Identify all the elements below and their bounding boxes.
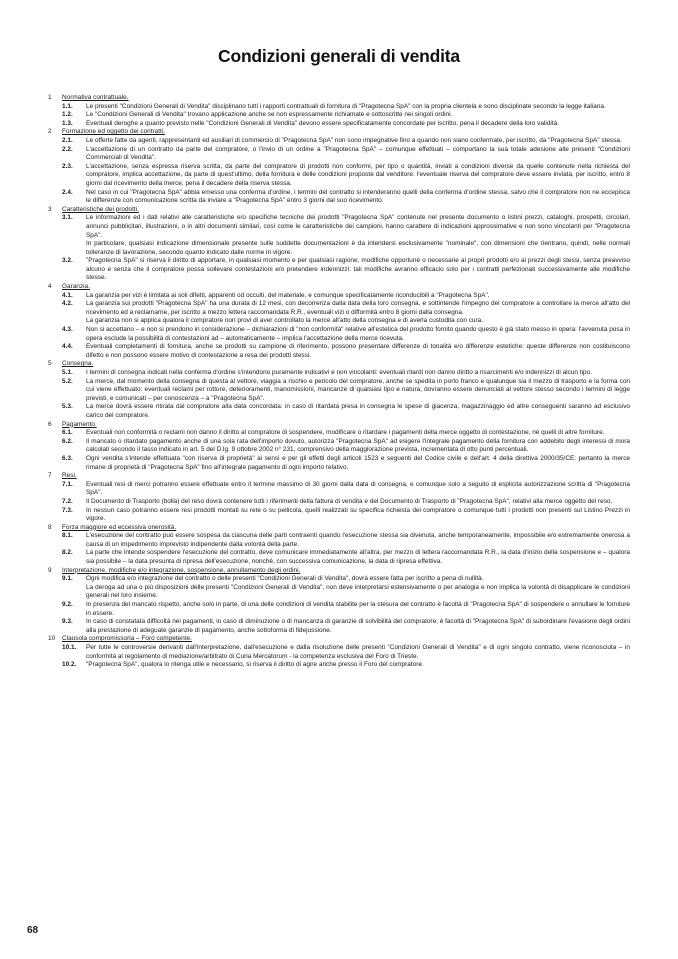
clause-text: "Pragotecna SpA", qualora lo ritenga utile e necessario, si riserva il diritto di agire anche presso il Foro del compratore. <box>86 661 424 669</box>
clause-number: 4.2. <box>62 300 73 308</box>
clause-number: 2.4. <box>62 188 73 196</box>
clause-number: 4.3. <box>62 326 73 334</box>
clause-item <box>48 111 630 120</box>
clause-text: Eventuali completamenti di fornitura, anche se prodotti su campione di riferimento, possono presentare differenze di tonalità e/o differenze estetiche: queste differenze non costituiscono difetto e non possono essere motivo di contestazione a resa dei prodotti stessi. <box>86 343 630 359</box>
section-heading <box>48 206 630 215</box>
clause-text: Le "Condizioni Generali di Vendita" trovano applicazione anche se non espressamente richiamate e sottoscritte nei singoli ordini. <box>86 111 453 119</box>
clause-text: I termini di consegna indicati nella conferma d'ordine s'intendono puramente indicativi e non vincolanti: eventuali ritardi non danno diritto a risarcimenti e/o indennizzi di alcun tipo. <box>86 369 592 376</box>
section-title: Caratteristiche dei prodotti. <box>62 205 139 213</box>
clause-number: 8.1. <box>62 532 73 540</box>
section-number: 9 <box>48 566 52 574</box>
clause-item <box>48 438 630 455</box>
section-title: Consegna. <box>62 360 94 368</box>
clause-item <box>48 644 630 661</box>
section-title: Formazione ed oggetto dei contratti. <box>62 128 166 136</box>
clause-text: Il Documento di Trasporto (bolla) del reso dovrà contenere tutti i riferimenti della fattura di vendita e del Documento di Trasporto di "Pragotecna SpA", relativi alla merce oggetto del reso. <box>86 497 613 505</box>
section-heading <box>48 567 630 576</box>
clause-number: 7.2. <box>62 497 73 505</box>
clause-number: 4.1. <box>62 291 73 299</box>
clause-text: La deroga ad una o più disposizioni delle presenti "Condizioni Generali di Vendita", non deve interpretarsi estensivamente o per analogia e non implica la volontà di disapplicare le condizioni generali nel loro insieme. <box>86 583 630 600</box>
clause-number: 2.1. <box>62 136 73 144</box>
section-heading <box>48 360 630 369</box>
clause-item <box>48 575 630 601</box>
clause-text: La parte che intende sospendere l'esecuzione del contratto, deve comunicare immediatamente all'altra, per mezzo di lettera raccomandata R.R., la data d'inizio della sospensione e – qualora sia possibile – la data presunta di ripresa dell'esecuzione, nonché, con successiva comunicazione, la data di ripresa effettiva. <box>86 549 630 566</box>
clause-text: Le informazioni ed i dati relativi alle caratteristiche e/o specifiche tecniche dei prodotti "Pragotecna SpA" contenute nel presente documento o listini prezzi, cataloghi, prospetti, circolari, annunci pubblicitari, illustrazioni, o in altri documenti similari, così come le caratteristiche dei campioni, hanno carattere di indicazioni approssimative e non sono vincolanti per "Pragotecna SpA". <box>86 214 630 239</box>
clause-item <box>48 378 630 404</box>
clause-number: 10.2. <box>62 661 77 669</box>
clause-text: Eventuali resi di merci potranno essere effettuate entro il termine massimo di 30 giorni dalla data di consegna, e comunque solo a seguito di esplicita autorizzazione scritta di "Pragotecna SpA". <box>86 480 630 497</box>
clause-item <box>48 137 630 146</box>
section-heading <box>48 524 630 533</box>
clause-item <box>48 481 630 498</box>
section-title: Resi. <box>62 472 77 480</box>
section-number: 6 <box>48 420 52 428</box>
clause-item <box>48 498 630 507</box>
clause-text: Nel caso in cui "Pragotecna SpA" abbia emesso una conferma d'ordine, i termini del contratto si intenderanno quelli della conferma d'ordine stessa, salvo che il compratore non ne eccepisca le differenze con comunicazione scritta da inviare a "Pragotecna SpA" entro 3 giorni dal suo ricevimento. <box>86 188 630 205</box>
clause-number: 10.1. <box>62 644 77 651</box>
section-number: 5 <box>48 360 52 368</box>
clause-text: Non si accettano – e non si prendono in considerazione – dichiarazioni di "non conformità" relative all'estetica del prodotto fornito quando questo è già stato messo in opera: l'avvenuta posa in opera esclude la possibilità di contestazioni ad – automaticamente – implica l'accettazione della merce ricevuta. <box>86 326 630 342</box>
page-title: Condizioni generali di vendita <box>218 46 460 66</box>
section-number: 7 <box>48 472 52 480</box>
clause-number: 7.1. <box>62 480 73 488</box>
clause-item <box>48 429 630 438</box>
clause-item <box>48 532 630 549</box>
section-title: Forza maggiore ed eccessiva onerosità. <box>62 523 177 531</box>
clause-number: 9.1. <box>62 575 73 583</box>
clause-number: 4.4. <box>62 343 73 351</box>
clause-text: Le offerte fatte da agenti, rappresentanti ed ausiliari di commercio di "Pragotecna SpA" non sono impegnative fino a quando non siano confermate, per iscritto, da "Pragotecna SpA" stessa. <box>86 136 622 144</box>
section-number: 8 <box>48 523 52 531</box>
section-number: 2 <box>48 128 52 136</box>
clause-number: 1.1. <box>62 102 73 110</box>
section-title: Normativa contrattuale. <box>62 94 129 101</box>
clause-item <box>48 146 630 163</box>
clause-item <box>48 214 630 257</box>
clause-number: 1.2. <box>62 111 73 119</box>
clause-item <box>48 507 630 524</box>
clause-number: 6.3. <box>62 454 73 462</box>
section-title: Interpretazione, modifiche e/o integrazione, sospensione, annullamento degli ordini. <box>62 566 301 574</box>
clause-item <box>48 618 630 635</box>
section-number: 10 <box>48 635 56 643</box>
section-heading <box>48 472 630 481</box>
clause-number: 6.2. <box>62 437 73 445</box>
clause-text: La merce dovrà essere ritirata dal compratore alla data concordata: in caso di ritardata presa in consegna le spese di giacenza, magazzinaggio ed altre conseguenti saranno ad esclusivo carico del compratore. <box>86 403 630 419</box>
clause-text: Le presenti "Condizioni Generali di Vendita" disciplinano tutti i rapporti contrattuali di fornitura di "Pragotecna SpA" con la propria clientela e sono disciplinate secondo la legge italiana. <box>86 102 606 110</box>
clause-text: La garanzia per vizi è limitata ai soli difetti, apparenti od occulti, del materiale, e comunque specificatamente riconducibili a "Pragotecna SpA". <box>86 291 490 299</box>
section-title: Clausola compromissoria – Foro competente. <box>62 635 192 643</box>
clause-number: 3.2. <box>62 257 73 265</box>
clause-item <box>48 549 630 566</box>
clause-number: 1.3. <box>62 119 73 127</box>
clause-number: 5.1. <box>62 369 73 376</box>
section-title: Pagamento. <box>62 420 97 428</box>
clause-text: Ogni modifica e/o integrazione del contratto o delle presenti "Condizioni Generali di Vendita", dovrà essere fatta per iscritto a pena di nullità. <box>86 575 484 583</box>
section-title: Garanzia. <box>62 283 90 291</box>
clause-number: 2.3. <box>62 162 73 170</box>
clause-text: In particolare, qualsiasi indicazione dimensionale presente sulle suddette documentazioni è da intendersi esclusivamente "nominale", con dimensioni che rientrano, quindi, nelle normali tolleranze di lavorazione, secondo quanto indicato dalle norme in vigore. <box>86 240 630 256</box>
clause-item <box>48 189 630 206</box>
clause-item <box>48 601 630 618</box>
clause-number: 8.2. <box>62 549 73 557</box>
clause-text: Eventuali deroghe a quanto previsto nelle "Condizioni Generali di Vendita" devono essere specificatamente concordate per iscritto, pena il decadere della loro validità. <box>86 119 560 127</box>
clause-text: Il mancato o ritardato pagamento anche di una sola rata dell'importo dovuto, autorizza "Pragotecna SpA" ad esigere l'integrale pagamento della fornitura con addebito degli interessi di mora calcolati secondo il tasso indicato in art. 5 del D.lg. 9 ottobre 2002 n° 231, comprensivo della maggiorazione prevista, incrementata di otto punti percentuali. <box>86 437 630 454</box>
clause-text: La merce, dal momento della consegna di questa al vettore, viaggia a rischio e pericolo del compratore, anche se spedita in porto franco e qualunque sia il mezzo di trasporto e la forma con cui viene effettuato: eventuali reclami per rotture, deterioramenti, manomissioni, mancanze di qualsiasi tipo e natura, dovranno essere denunciati al vettore stesso secondo i termini di legge previsti, e comunicati – per conoscenza – a "Pragotecna SpA". <box>86 377 630 402</box>
clause-item <box>48 292 630 301</box>
conditions-list <box>48 94 630 670</box>
section-heading <box>48 283 630 292</box>
clause-item <box>48 257 630 283</box>
clause-number: 6.1. <box>62 429 73 437</box>
clause-item <box>48 120 630 129</box>
clause-item <box>48 369 630 378</box>
clause-text: Per tutte le controversie derivanti dall'interpretazione, dall'esecuzione e dalla risoluzione delle presenti "Condizioni Generali di Vendita" e di ogni singolo contratto, viene riconosciuta – in conformità al regolamento di mediazione/arbitrato di Curia Mercatorum - la competenza esclusiva del Foro di Trieste. <box>86 644 630 660</box>
section-number: 4 <box>48 283 52 291</box>
clause-text: Eventuali non conformità o reclami non danno il diritto al compratore di sospendere, modificare o ritardare i pagamenti della merce oggetto di contestazione, né quelli di altre forniture. <box>86 429 605 437</box>
clause-text: L'esecuzione del contratto può essere sospesa da ciascuna delle parti contraenti quando l'esecuzione stessa sia divenuta, anche temporaneamente, impossibile e/o estremamente onerosa a causa di un impedimento imprevisto indipendente dalla volontà della parte. <box>86 532 630 548</box>
section-number: 3 <box>48 205 52 213</box>
clause-text: In nessun caso potranno essere resi prodotti montati su rete o su pellicola, quelli realizzati su specifica richiesta del compratore o comunque tutti i prodotti non presenti sul Listino Prezzi in vigore. <box>86 506 630 523</box>
clause-item <box>48 300 630 326</box>
section-heading <box>48 635 630 644</box>
clause-item <box>48 403 630 420</box>
clause-text: In presenza del mancato rispetto, anche solo in parte, di una delle condizioni di vendita stabilite per la stesura del contratto è facoltà di "Pragotecna SpA" di sospendere o annullare le forniture in essere. <box>86 601 630 617</box>
section-heading <box>48 421 630 430</box>
section-heading <box>48 128 630 137</box>
clause-item <box>48 163 630 189</box>
clause-text: L'accettazione, senza espressa riserva scritta, da parte del compratore di prodotti non conformi, per tipo o quantità, inviati a condizioni diverse da quelle contenute nella richiesta del compratore, implica accettazione, da parte di quest'ultimo, della fornitura e delle condizioni proposte dal venditore: l'eventuale riserva del compratore deve essere inviata, per iscritto, entro 8 giorni dal ricevimento della merce, pena il decadere della riserva stessa. <box>86 162 630 187</box>
clause-item <box>48 661 630 670</box>
clause-text: In caso di constatata difficoltà nei pagamenti, in caso di diminuzione o di mancanza di garanzie di solvibilità del compratore, è facoltà di "Pragotecna SpA" di subordinare l'evasione degli ordini alla prestazione di adeguate garanzie di pagamento, anche sottoforma di fidejussione. <box>86 618 630 634</box>
clause-number: 9.2. <box>62 601 73 609</box>
clause-item <box>48 103 630 112</box>
clause-text: L'accettazione di un contratto da parte del compratore, o l'invio di un ordine a "Pragotecna SpA" – comunque effettuati – comportano la sua totale adesione alle presenti "Condizioni Commerciali di Vendita". <box>86 145 630 162</box>
clause-text: Ogni vendita s'intende effettuata "con riserva di proprietà" ai sensi e per gli effetti degli articoli 1523 e seguenti del Codice civile e dell'art. 4 della direttiva 2000/35/CE: pertanto la merce rimane di proprietà di "Pragotecna SpA" fino all'integrale pagamento di ogni importo relativo. <box>86 454 630 471</box>
section-heading <box>48 94 630 103</box>
clause-number: 7.3. <box>62 506 73 514</box>
clause-item <box>48 326 630 343</box>
clause-text: La garanzia non si applica qualora il compratore non provi di aver controllato la merce all'atto della consegna e di averla custodita con cura. <box>86 317 484 325</box>
clause-number: 5.3. <box>62 403 73 411</box>
section-number: 1 <box>48 94 52 101</box>
clause-number: 5.2. <box>62 377 73 385</box>
clause-item <box>48 455 630 472</box>
page-number: 68 <box>27 925 39 936</box>
clause-item <box>48 343 630 360</box>
clause-number: 3.1. <box>62 214 73 222</box>
clause-number: 2.2. <box>62 145 73 153</box>
clause-text: "Pragotecna SpA" si riserva il diritto di apportare, in qualsiasi momento e per qualsiasi ragione, modifiche opportune o necessarie ai propri prodotti e/o ai prezzi degli stessi, senza preavviso alcuno e senza che il compratore possa sollevare contestazioni e/o pretendere indennizzi: tali modifiche avranno efficacio solo per i contratti perfezionati successivamente alle modifiche stesse. <box>86 257 630 282</box>
clause-text: La garanzia sui prodotti "Pragotecna SpA" ha una durata di 12 mesi, con decorrenza dalla data della loro consegna, e sottintende l'impegno del compratore a controllare la merce all'atto del ricevimento ed a reclamarne, per iscritto a mezzo lettera raccomandata R.R., eventuali vizi o difformità entro 8 giorni dalla consegna. <box>86 300 630 316</box>
clause-number: 9.3. <box>62 618 73 626</box>
